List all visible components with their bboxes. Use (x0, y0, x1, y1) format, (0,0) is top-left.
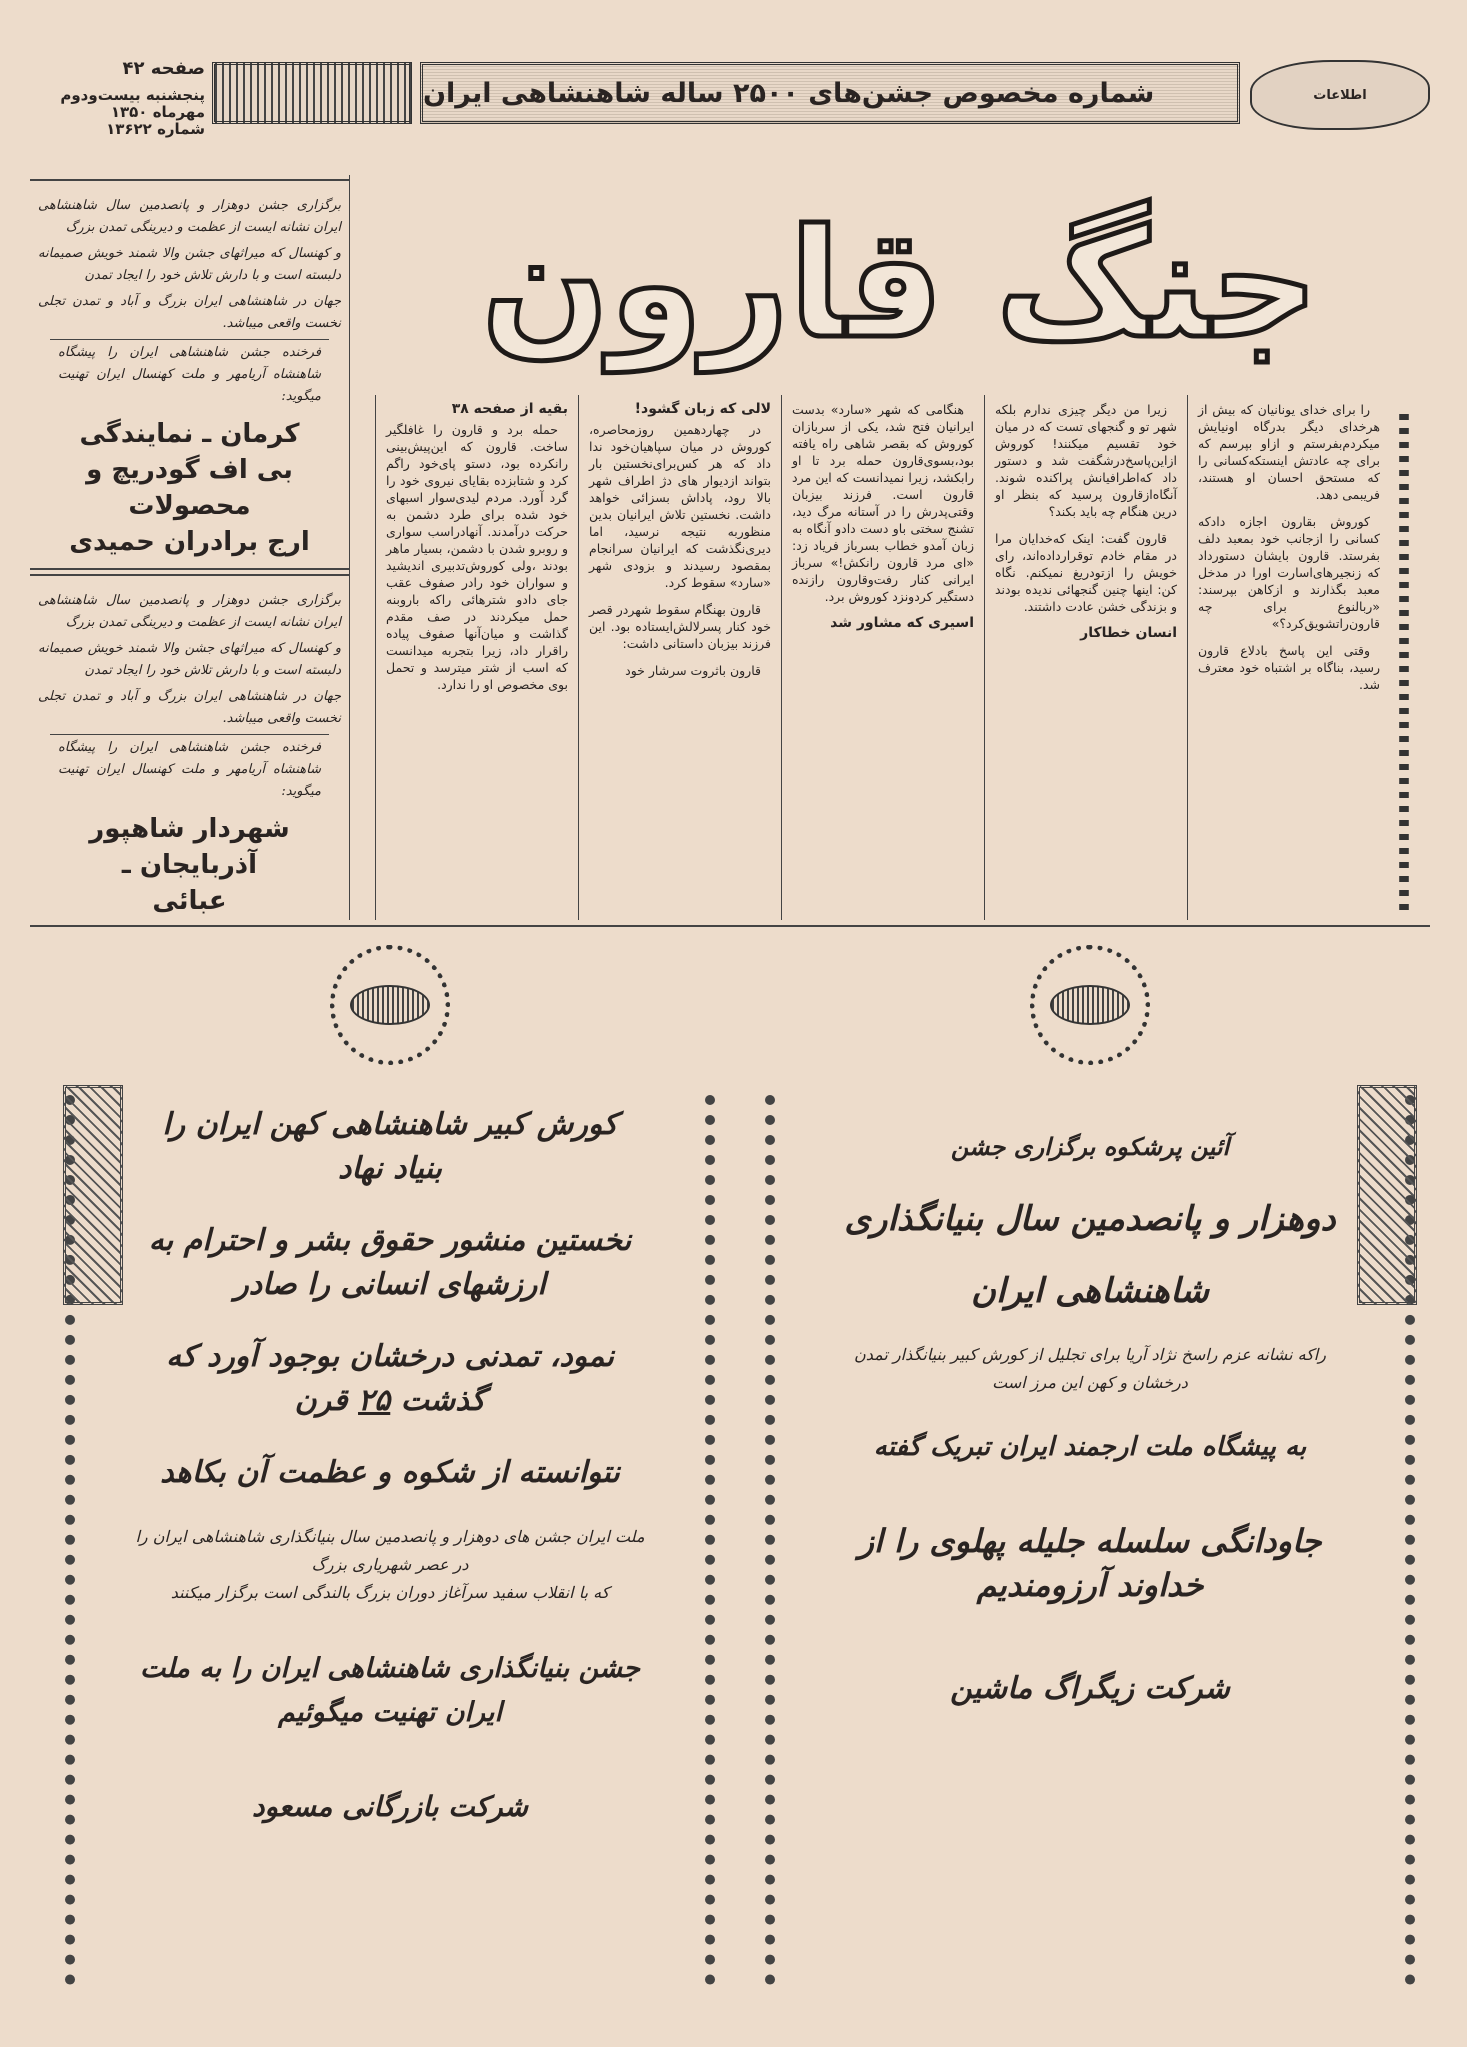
issue-number: شماره ۱۳۶۲۲ (106, 120, 205, 138)
ad-block (30, 580, 349, 919)
article-column (781, 395, 984, 920)
newspaper-logo: اطلاعات (1250, 60, 1430, 130)
greeting-line: جهان در شاهنشاهی ایران بزرگ و آباد و تمدن تجلی نخست واقعی میباشد. (38, 689, 341, 726)
company-name: شرکت زیگراگ ماشین (950, 1671, 1230, 1706)
greeting-line: برگزاری جشن دوهزار و پانصدمین سال شاهنشاهی ایران نشانه ایست از عظمت و دیرینگی تمدن بزرگ (38, 593, 341, 630)
date-weekday: پنجشنبه بیست‌ودوم (60, 86, 205, 104)
paragraph: قارون باثروت سرشار خود (625, 663, 761, 678)
wish-line: فرخنده جشن شاهنشاهی ایران را پیشگاه شاهنشاه آریامهر و ملت کهنسال ایران تهنیت میگوید: (50, 734, 329, 803)
wish-line: فرخنده جشن شاهنشاهی ایران را پیشگاه شاهنشاه آریامهر و ملت کهنسال ایران تهنیت میگوید: (50, 339, 329, 408)
paragraph: حمله برد و قارون را غافلگیر ساخت. قارون که این‌پیش‌بینی رانکرده بود، دستو پای‌خود راگم کرد و شتابزده بقایای نیروی خود را گرد آورد. مردم لیدی‌سوار اسبهای خود شده برای طرد دشمن به حرکت درآمدند. آنهادراسب سواری و روبرو شدن با دشمن، بسیار ماهر بودند ،ولی کوروش‌تدبیری اندیشید و سواران خود رادر صفوف عقب جای دادو شترهائی راکه باروبنه حمل میکردند در صف مقدم گذاشت و میان‌آنها صفوف پیاده راقرار داد، زیرا بتجربه میدانست که اسب از شتر میترسد و تحمل بوی مخصوص او را ندارد. (386, 422, 568, 692)
ad-subline: ملت ایران جشن های دوهزار و پانصدمین سال بنیانگذاری شاهنشاهی ایران را در عصر شهریاری بزرگ (135, 1527, 645, 1574)
sponsor-line: شهردار شاهپور آذربایجان ـ (89, 814, 290, 880)
divider (30, 179, 349, 181)
ad-line: شاهنشاهی ایران (971, 1271, 1209, 1311)
ad-line: جاودانگی سلسله جلیله پهلوی را از خداوند آرزومندیم (858, 1522, 1322, 1604)
ad-subline: که با انقلاب سفید سرآغاز دوران بزرگ بالندگی است برگزار میکنند (170, 1583, 610, 1602)
sponsor-name (30, 416, 349, 560)
emblem (330, 945, 450, 1065)
ad-body (835, 1075, 1345, 1739)
ad-block (30, 185, 349, 560)
divider (30, 568, 349, 570)
date-month: مهرماه ۱۳۵۰ (110, 103, 205, 121)
ad-line: نتوانسته از شکوه و عظمت آن بکاهد (160, 1455, 620, 1490)
paragraph: زیرا من دیگر چیزی ندارم بلکه شهر تو و گنجهای تست که در میان خود تقسیم میکنند! کوروش ازاین‌پاسخ‌درشگفت شد و دستور داد که‌اطرافیانش پراکنده شوند. آنگاه‌ازقارون پرسید که بنظر او درین هنگام چه باید بکند؟ (995, 402, 1177, 519)
greeting-line: جهان در شاهنشاهی ایران بزرگ و آباد و تمدن تجلی نخست واقعی میباشد. (38, 294, 341, 331)
section-divider (30, 925, 1430, 927)
ad-line: جشن بنیانگذاری شاهنشاهی ایران را به ملت ایران تهنیت میگوئیم (139, 1653, 640, 1728)
ad-subline: راکه نشانه عزم راسخ نژاد آریا برای تجلیل از کورش کبیر بنیانگذار تمدن درخشان و کهن این مرز است (854, 1345, 1326, 1392)
emblem (1030, 945, 1150, 1065)
ad-line (135, 1335, 645, 1423)
left-ad-column (30, 175, 350, 920)
sponsor-line: بی اف گودریچ و محصولات (86, 455, 293, 521)
divider (30, 574, 349, 576)
paragraph: هنگامی که شهر «سارد» بدست ایرانیان فتح شد، یکی از سربازان کوروش که بقصر شاهی راه یافته بود،بسوی‌قارون حمله برد تا او رابکشد، زیرا نمیدانست که این مرد قارون است. فرزند بیزبان وقتی‌پدرش را در آستانه مرگ دید، تشنج سختی باو دست دادو آنگاه به زبان آمدو خطاب بسرباز فریاد زد: «ای مرد قارون رانکش!» سرباز ایرانی کنار رفت‌وقارون رازنده دستگیر کردونزد کوروش برد. (792, 402, 974, 604)
article-column (984, 395, 1187, 920)
ad-zigrag-mashin (745, 945, 1435, 2005)
ad-line: آئین پرشکوه برگزاری جشن (950, 1132, 1230, 1161)
ornament-corner (63, 1085, 123, 1305)
sponsor-line: ارج برادران حمیدی (69, 527, 310, 557)
sponsor-line: عبائی (152, 886, 227, 916)
paragraph: را برای خدای یونانیان که بیش از هرخدای دیگر بدرگاه اونیایش میکردم‌بفرستم و ازاو بپرسم که برای چه عادتش اینستکه‌کسانی را که مستحق احسان او هستند، فریبمی دهد. (1198, 402, 1380, 502)
company-name: شرکت بازرگانی مسعود (251, 1790, 528, 1823)
paragraph: قارون گفت: اینک که‌خدایان مرا در مقام خادم توقرارداده‌اند، رای خویش را ازتودریغ نمیکنم. نگاه کن: اینها چنین گنجهائی ندیده بودند و بزندگی خشن عادت داشتند. (995, 531, 1177, 614)
article-columns (375, 395, 1390, 920)
header-illustration (212, 62, 412, 124)
ad-text: نمود، تمدنی درخشان بوجود آورد که گذشت (166, 1339, 614, 1418)
greeting-line: و کهنسال که میراثهای جشن والا شمند خویش صمیمانه دلبسته است و با دارش تلاش خود را ایجاد تمدن (38, 641, 341, 678)
column-heading: بقیه از صفحه ۳۸ (451, 401, 568, 417)
sponsor-name (30, 811, 349, 919)
ad-line: دوهزار و پانصدمین سال بنیانگذاری (844, 1199, 1336, 1239)
article-column (375, 395, 578, 920)
ad-text: قرن (294, 1383, 348, 1418)
ornament-border (1392, 410, 1416, 910)
page-number: صفحه ۴۲ (122, 58, 205, 79)
article-column (578, 395, 781, 920)
ad-line: به پیشگاه ملت ارجمند ایران تبریک گفته (873, 1432, 1307, 1462)
ad-line: کورش کبیر شاهنشاهی کهن ایران را بنیاد نهاد (162, 1107, 618, 1186)
column-heading: لالی که زبان گشود! (634, 401, 771, 417)
special-issue-banner: شماره مخصوص جشن‌های ۲۵۰۰ ساله شاهنشاهی ایران (420, 62, 1240, 124)
paragraph: کوروش بقارون اجازه دادکه کسانی را ازجانب خود بمعبد دلف بفرستد. قارون بایشان دستورداد که زنجیرهای‌اسارت اورا در مدخل معبد بگذارند و ازکاهن بپرسند: «ربالنوع برای چه قارون‌راتشویق‌کرد؟» (1198, 514, 1380, 631)
paragraph: قارون بهنگام سقوط شهردر قصر خود کنار پسرلالش‌ایستاده بود. این فرزند بیزبان داستانی داشت: (589, 602, 771, 651)
greeting-line: و کهنسال که میراثهای جشن والا شمند خویش صمیمانه دلبسته است و با دارش تلاش خود را ایجاد تمدن (38, 246, 341, 283)
column-subheading: انسان خطاکار (1080, 625, 1177, 641)
column-subheading: اسیری که مشاور شد (830, 615, 974, 631)
emblem-inner (350, 985, 430, 1025)
emblem-inner (1050, 985, 1130, 1025)
ad-bazargani-masoud (45, 945, 735, 2005)
page-info (45, 60, 205, 138)
ad-body (135, 1075, 645, 1857)
sponsor-line: کرمان ـ نمایندگی (79, 419, 300, 449)
ornament-corner (1357, 1085, 1417, 1305)
centuries-number: ۲۵ (358, 1383, 391, 1418)
article-title: جنگ قارون (481, 198, 1319, 372)
ad-line: نخستین منشور حقوق بشر و احترام به ارزشهای انسانی را صادر (148, 1223, 632, 1302)
article-column (1187, 395, 1390, 920)
paragraph: وقتی این پاسخ بادلاع قارون رسید، بناگاه بر اشتباه خود معترف شد. (1198, 643, 1380, 692)
greeting-line: برگزاری جشن دوهزار و پانصدمین سال شاهنشاهی ایران نشانه ایست از عظمت و دیرینگی تمدن بزرگ (38, 198, 341, 235)
paragraph: در چهاردهمین روزمحاصره، کوروش در میان سپاهیان‌خود ندا داد که هر کس‌برای‌نخستین بار بتواند ازدیوار های دژ اطراف شهر بالا رود، پاداش بسزائی خواهد داشت. نخستین تلاش ایرانیان بدین منظوربه نتیجه نرسید، اما دیری‌نگذشت که ایرانیان سرانجام بمقصود رسیدند و بزودی شهر «سارد» سقوط کرد. (589, 422, 771, 590)
